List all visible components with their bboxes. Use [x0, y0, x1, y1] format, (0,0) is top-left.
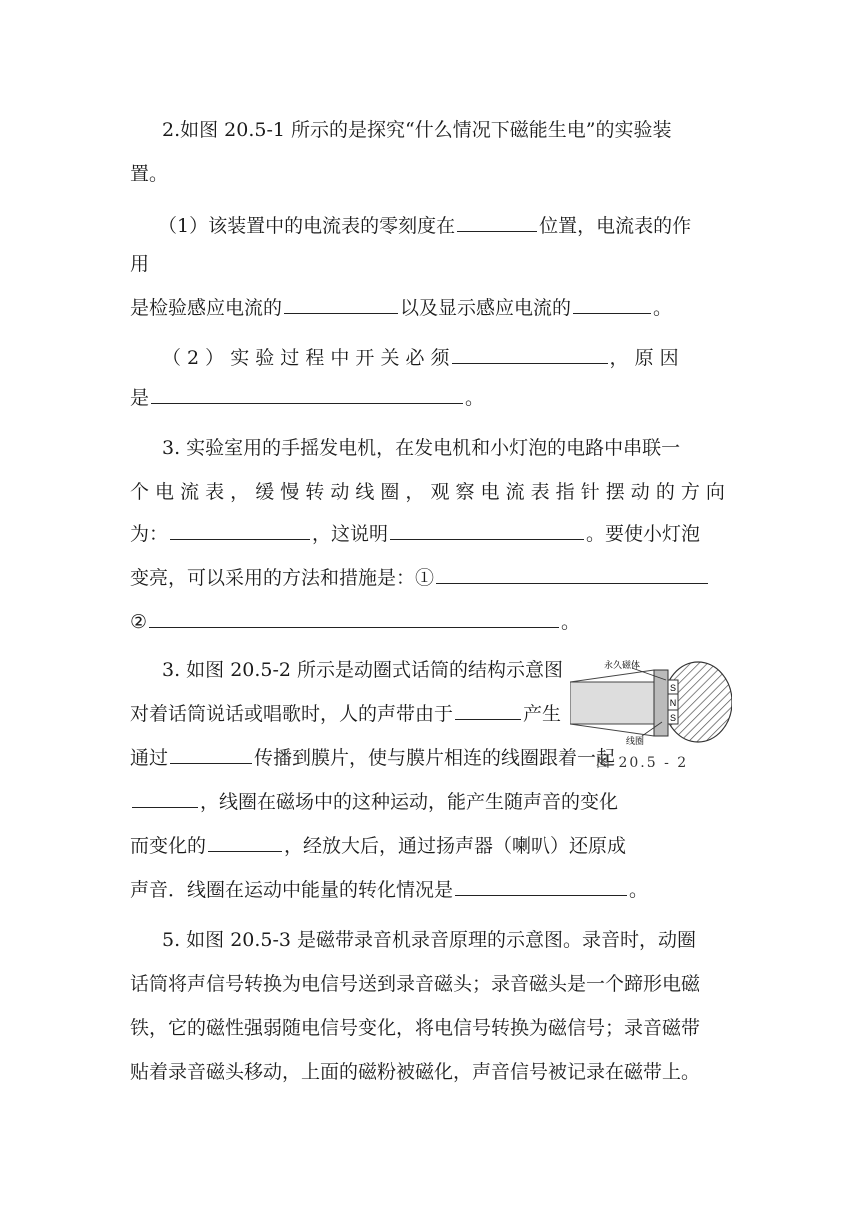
q3b-end: 。: [629, 879, 649, 901]
q5-line-4: 贴着录音磁头移动，上面的磁粉被磁化，声音信号被记录在磁带上。: [130, 1061, 701, 1083]
q2-part1-text-b: 位置，电流表的作: [539, 215, 692, 237]
q2-part2-end: 。: [465, 387, 485, 409]
answer-blank[interactable]: [455, 879, 627, 896]
answer-blank[interactable]: [573, 297, 651, 314]
answer-blank[interactable]: [149, 611, 559, 628]
q3b-line-5: [130, 834, 626, 858]
answer-blank[interactable]: [455, 703, 521, 720]
q3a-line-4: [130, 566, 710, 590]
q3a-line-1: 3. 实验室用的手摇发电机，在发电机和小灯泡的电路中串联一: [162, 437, 681, 459]
q2-part1-wrap: 用: [130, 253, 150, 275]
q3a-text-a: 为：: [130, 523, 169, 545]
q5-line-2: 话筒将声信号转换为电信号送到录音磁头；录音磁头是一个蹄形电磁: [130, 973, 701, 995]
q3b-line-3: [130, 746, 615, 770]
pole-s-top: S: [669, 683, 677, 693]
answer-blank[interactable]: [390, 523, 584, 540]
answer-blank[interactable]: [208, 835, 282, 852]
answer-blank[interactable]: [284, 297, 398, 314]
q5-line-1: 5. 如图 20.5-3 是磁带录音机录音原理的示意图。录音时，动圈: [162, 929, 697, 951]
q5-line-3: 铁，它的磁性强弱随电信号变化，将电信号转换为磁信号；录音磁带: [130, 1017, 701, 1039]
q2-part2-text-c: 是: [130, 387, 150, 409]
q3b-text-f: 而变化的: [130, 835, 207, 857]
q2-part1-text-e: 以及显示感应电流的: [400, 297, 572, 319]
answer-blank[interactable]: [132, 791, 198, 808]
q3b-line-2: [130, 702, 561, 726]
q3b-line-6: [130, 878, 648, 902]
label-coil: 线圈: [626, 737, 645, 746]
q2-part1-text-a: （1）该装置中的电流表的零刻度在: [158, 215, 456, 237]
figure-caption: 图 20.5 - 2: [596, 755, 689, 771]
microphone-diagram-svg: [570, 656, 732, 746]
q2-part1-line: [158, 214, 691, 238]
q3b-text-h: 声音．线圈在运动中能量的转化情况是: [130, 879, 454, 901]
q3a-text-c: 。要使小灯泡: [586, 523, 701, 545]
q3a-end: 。: [561, 611, 581, 633]
q3a-text-d: 变亮，可以采用的方法和措施是：①: [130, 567, 435, 589]
q3b-line-1: 3. 如图 20.5-2 所示是动圈式话筒的结构示意图: [162, 659, 564, 681]
q2-line-1: 2.如图 20.5-1 所示的是探究“什么情况下磁能生电”的实验装: [162, 119, 672, 141]
answer-blank[interactable]: [170, 747, 252, 764]
q2-part2-line-2: [130, 386, 484, 410]
answer-blank[interactable]: [170, 523, 310, 540]
label-magnet: 永久磁体: [604, 661, 641, 671]
q2-part2-line: [162, 346, 679, 370]
q2-part2-text-b: ， 原 因: [609, 347, 679, 369]
answer-blank[interactable]: [436, 567, 708, 584]
q3b-line-4: [130, 790, 618, 814]
pole-n: N: [669, 698, 677, 708]
q3b-text-d: 传播到膜片，使与膜片相连的线圈跟着一起: [254, 747, 616, 769]
q2-part2-text-a: （ 2 ） 实 验 过 程 中 开 关 必 须: [162, 347, 450, 369]
q3a-line-2: 个 电 流 表 ， 缓 慢 转 动 线 圈 ， 观 察 电 流 表 指 针 摆 动 的 方 向: [130, 481, 725, 503]
q2-part1-end: 。: [653, 297, 673, 319]
answer-blank[interactable]: [151, 387, 463, 404]
answer-blank[interactable]: [452, 347, 608, 364]
q3a-text-b: ，这说明: [312, 523, 389, 545]
q2-line-2: 置。: [130, 163, 169, 185]
q3a-line-5: [130, 610, 580, 634]
q3b-text-g: ，经放大后，通过扬声器（喇叭）还原成: [284, 835, 627, 857]
q3a-text-e: ②: [130, 611, 148, 633]
pole-s-bottom: S: [669, 713, 677, 723]
q3a-line-3: [130, 522, 700, 546]
q2-part1-text-d: 是检验感应电流的: [130, 297, 283, 319]
q2-part1-line-2: [130, 296, 672, 320]
q3b-text-b: 产生: [523, 703, 562, 725]
q3b-text-e: ，线圈在磁场中的这种运动，能产生随声音的变化: [200, 791, 619, 813]
answer-blank[interactable]: [457, 215, 537, 232]
microphone-diagram: [570, 656, 732, 746]
q3b-text-c: 通过: [130, 747, 169, 769]
q3b-text-a: 对着话筒说话或唱歌时，人的声带由于: [130, 703, 454, 725]
